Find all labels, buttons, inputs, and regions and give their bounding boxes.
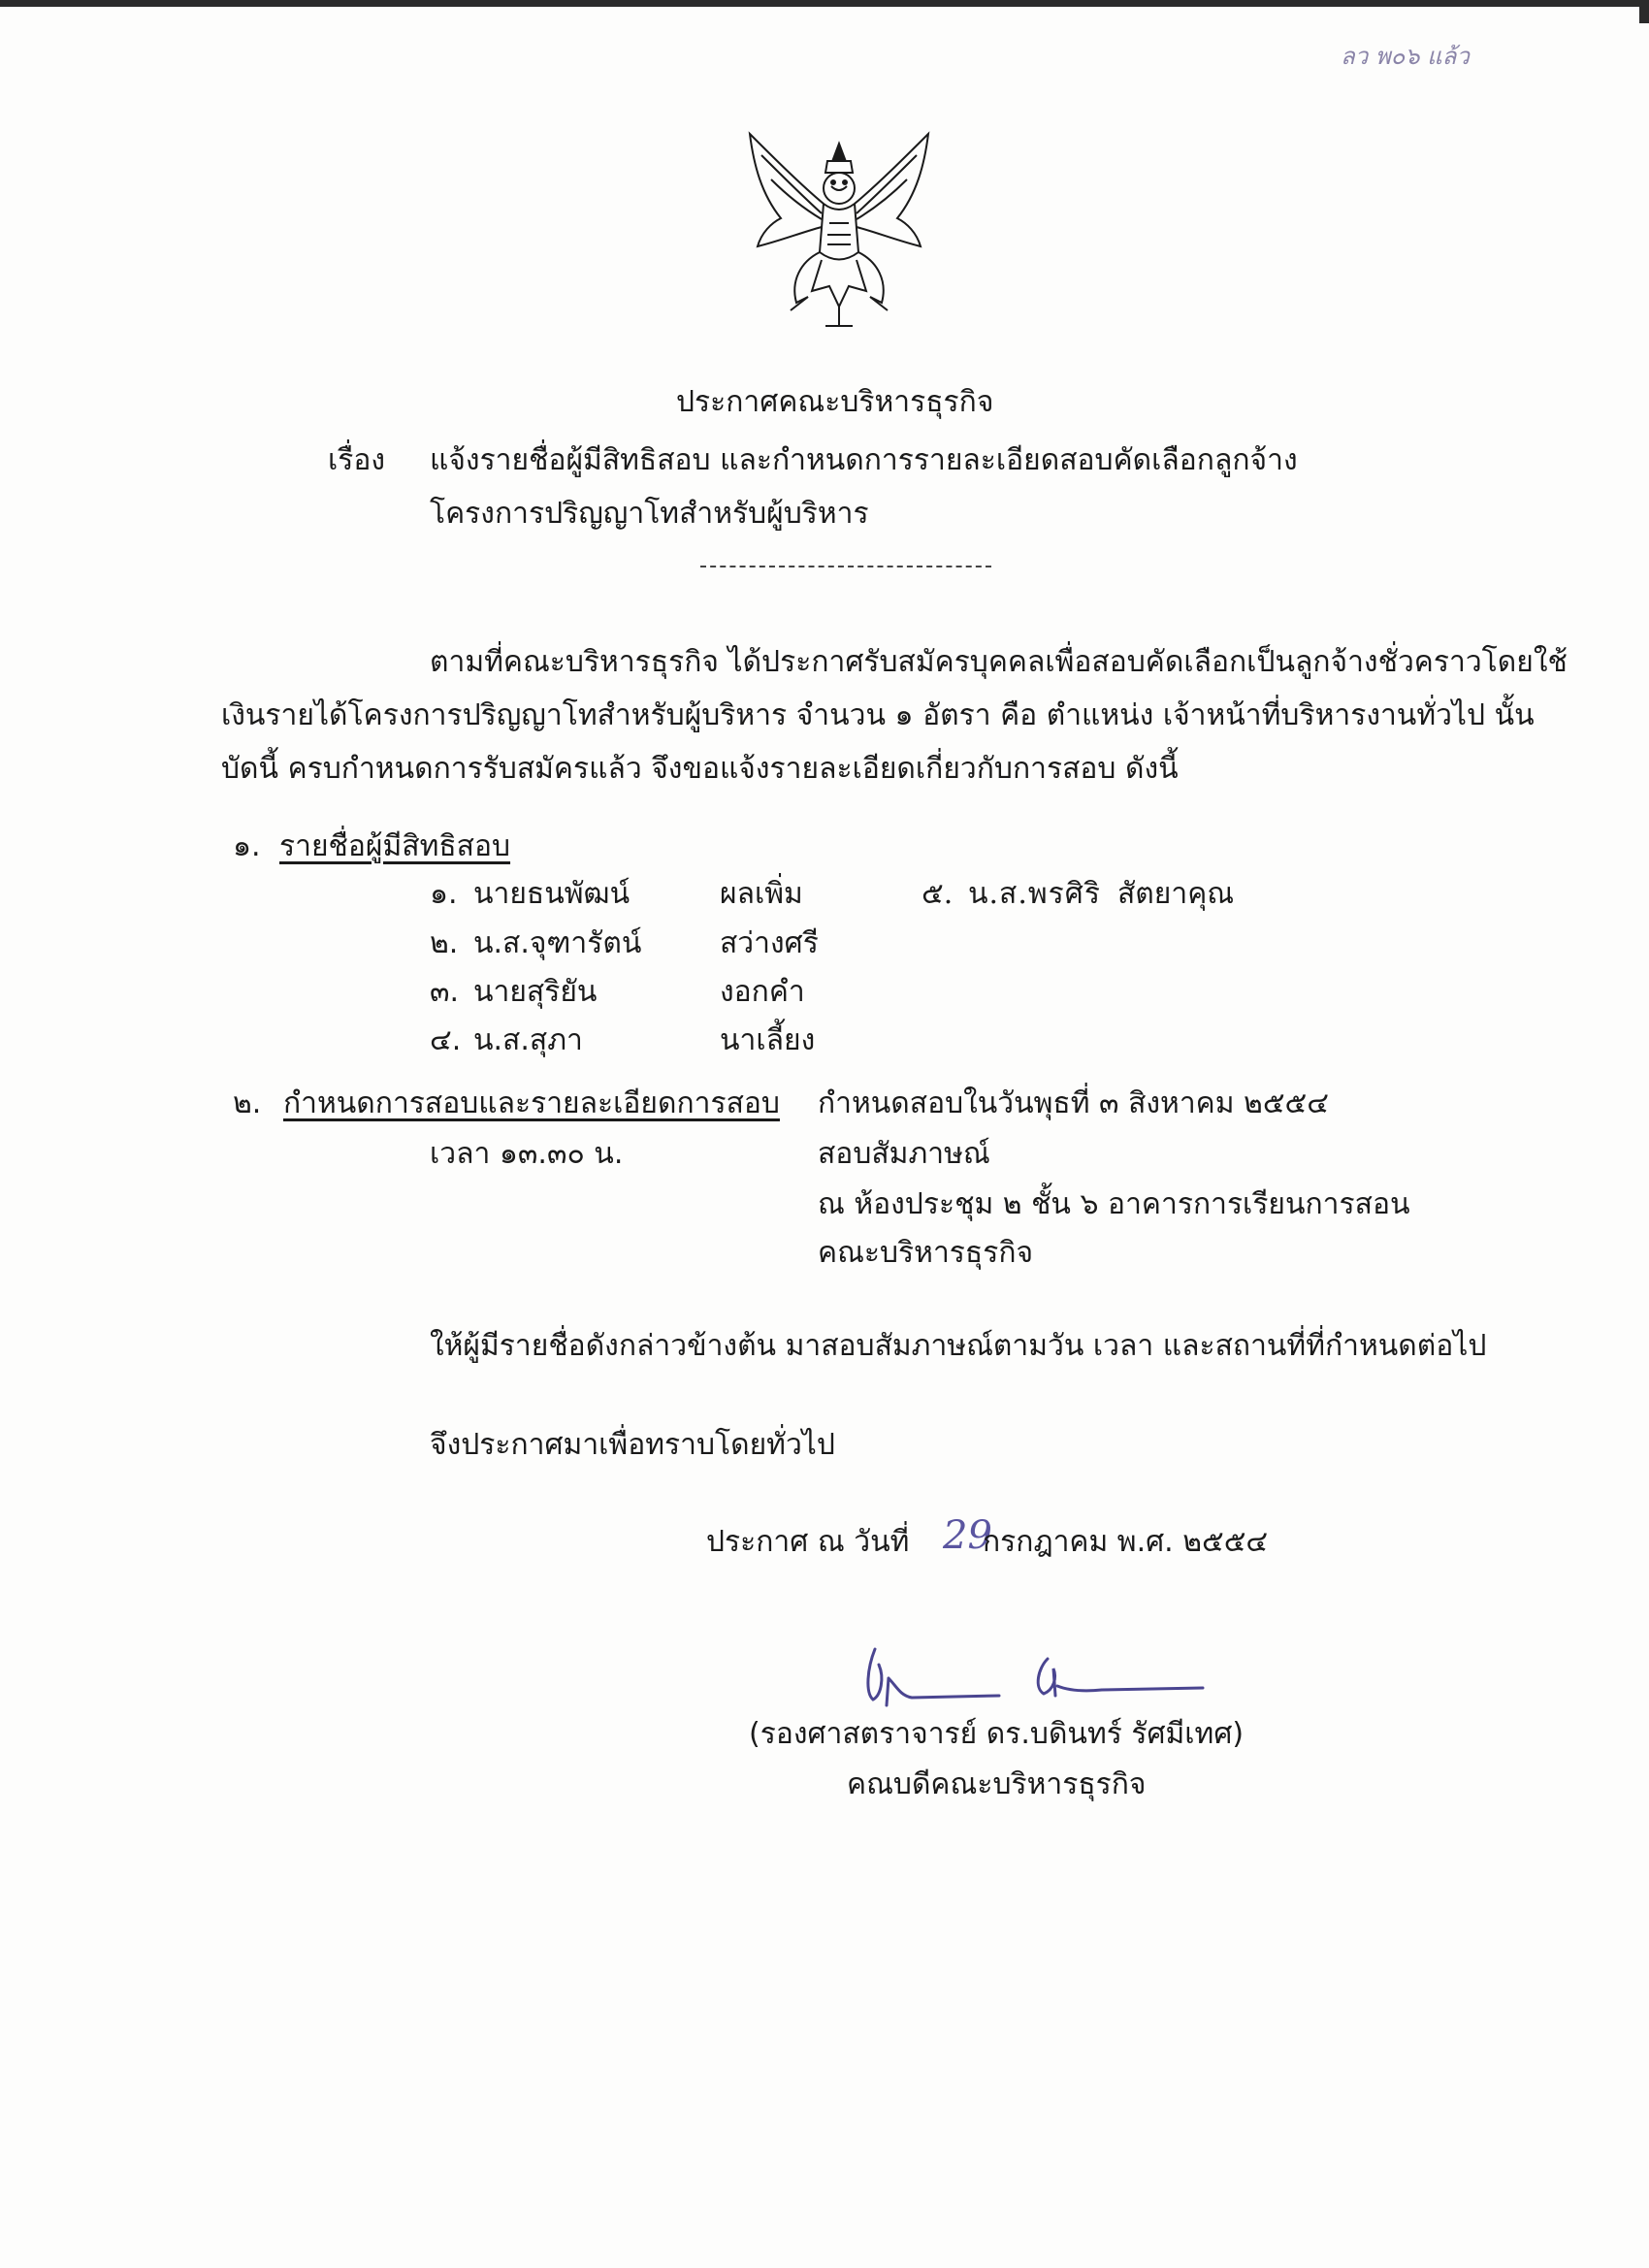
- candidate-first-name: น.ส.สุภา: [473, 1023, 583, 1057]
- section1-number: ๑.: [233, 829, 261, 863]
- body-line-2: เงินรายได้โครงการปริญญาโทสำหรับผู้บริหาร จำนวน ๑ อัตรา คือ ตำแหน่ง เจ้าหน้าที่บริหารงานทั่วไป นั้น: [221, 698, 1535, 732]
- candidate-first-name: น.ส.จุฑารัตน์: [473, 926, 642, 960]
- announce-date-prefix: ประกาศ ณ วันที่: [706, 1525, 910, 1559]
- candidate-number: ๑.: [430, 877, 458, 911]
- exam-detail-faculty: คณะบริหารธุรกิจ: [818, 1236, 1034, 1270]
- closing-instruction: ให้ผู้มีรายชื่อดังกล่าวข้างต้น มาสอบสัมภาษณ์ตามวัน เวลา และสถานที่ที่กำหนดต่อไป: [430, 1329, 1487, 1363]
- candidate-last-name: งอกคำ: [720, 975, 805, 1009]
- section1-heading: รายชื่อผู้มีสิทธิสอบ: [279, 829, 511, 863]
- scan-border-top: [0, 0, 1649, 7]
- announce-date-suffix: กรกฎาคม พ.ศ. ๒๕๕๔: [983, 1525, 1269, 1559]
- candidate-last-name: นาเลี้ยง: [720, 1023, 816, 1057]
- signatory-position: คณบดีคณะบริหารธุรกิจ: [847, 1767, 1147, 1801]
- signatory-name: (รองศาสตราจารย์ ดร.บดินทร์ รัศมีเทศ): [749, 1717, 1245, 1751]
- exam-detail-date: กำหนดสอบในวันพุธที่ ๓ สิงหาคม ๒๕๕๔: [818, 1086, 1329, 1120]
- exam-detail-type: สอบสัมภาษณ์: [818, 1137, 990, 1171]
- candidate-first-name: นายสุริยัน: [473, 975, 598, 1009]
- added-candidate-last-name: สัตยาคุณ: [1117, 877, 1235, 911]
- subject-line-2: โครงการปริญญาโทสำหรับผู้บริหาร: [430, 497, 869, 531]
- exam-time: เวลา ๑๓.๓๐ น.: [430, 1137, 624, 1171]
- garuda-emblem-icon: [732, 126, 946, 335]
- body-line-3: บัดนี้ ครบกำหนดการรับสมัครแล้ว จึงขอแจ้งรายละเอียดเกี่ยวกับการสอบ ดังนี้: [221, 752, 1179, 786]
- added-candidate-number: ๕.: [922, 877, 954, 911]
- candidate-number: ๓.: [430, 975, 460, 1009]
- candidate-last-name: สว่างศรี: [720, 926, 819, 960]
- body-line-1: ตามที่คณะบริหารธุรกิจ ได้ประกาศรับสมัครบุคคลเพื่อสอบคัดเลือกเป็นลูกจ้างชั่วคราวโดยใช้: [430, 645, 1568, 679]
- exam-detail-room: ณ ห้องประชุม ๒ ชั้น ๖ อาคารการเรียนการสอน: [818, 1187, 1410, 1221]
- announcement-title: ประกาศคณะบริหารธุรกิจ: [676, 385, 994, 419]
- signature-icon: [854, 1639, 1212, 1717]
- section2-number: ๒.: [233, 1086, 262, 1120]
- added-candidate-first-name: น.ส.พรศิริ: [968, 877, 1101, 911]
- subject-label: เรื่อง: [328, 443, 386, 477]
- subject-line-1: แจ้งรายชื่อผู้มีสิทธิสอบ และกำหนดการรายละเอียดสอบคัดเลือกลูกจ้าง: [430, 443, 1298, 477]
- candidate-number: ๒.: [430, 926, 459, 960]
- margin-note: ลว พ๐๖ แล้ว: [1341, 43, 1470, 70]
- title-divider: [700, 566, 991, 567]
- candidate-first-name: นายธนพัฒน์: [473, 877, 630, 911]
- closing-announce: จึงประกาศมาเพื่อทราบโดยทั่วไป: [430, 1428, 835, 1462]
- candidate-last-name: ผลเพิ่ม: [720, 877, 803, 911]
- section2-heading: กำหนดการสอบและรายละเอียดการสอบ: [283, 1086, 780, 1120]
- candidate-number: ๔.: [430, 1023, 462, 1057]
- announce-date-day: 29: [943, 1513, 992, 1558]
- scan-border-right: [1639, 0, 1649, 23]
